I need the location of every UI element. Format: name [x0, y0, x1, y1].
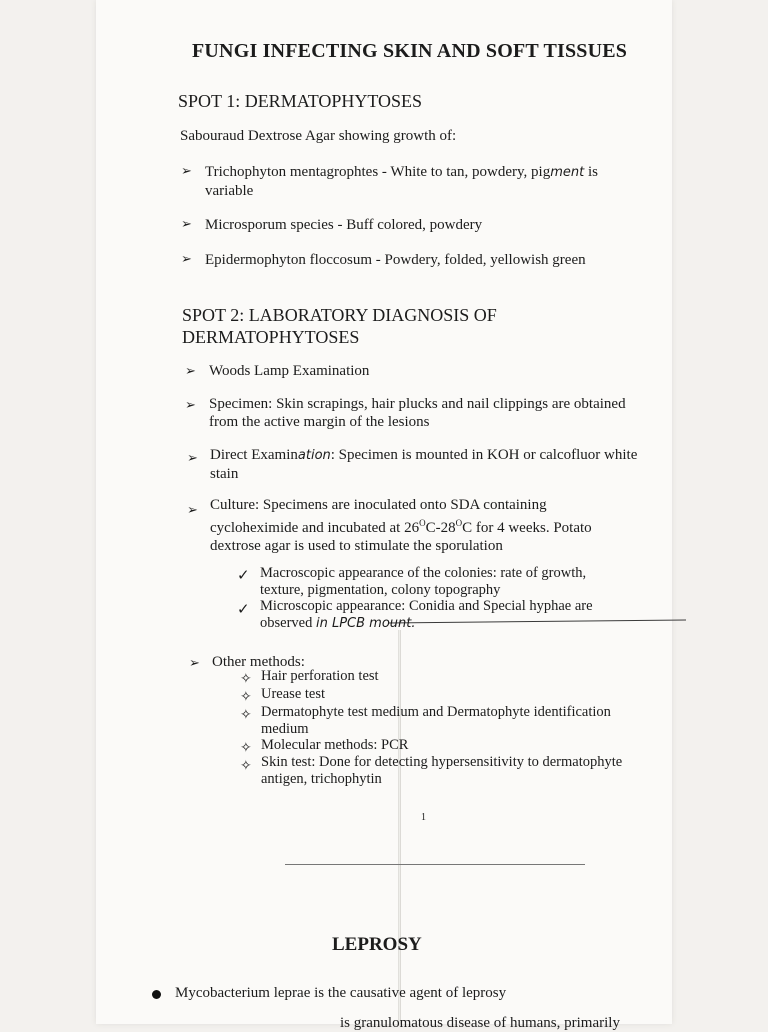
list-item: Epidermophyton floccosum - Powdery, folded, yellowish green — [205, 252, 586, 268]
list-item: Microscopic appearance: Conidia and Special hyphae are observed in LPCB mount. — [260, 598, 593, 631]
arrow-bullet-icon: ➢ — [185, 363, 196, 378]
arrow-bullet-icon: ➢ — [181, 251, 192, 266]
spot1-intro: Sabouraud Dextrose Agar showing growth of: — [180, 128, 457, 144]
list-item: Macroscopic appearance of the colonies: rate of growth, texture, pigmentation, colony topography — [260, 565, 587, 598]
diamond-bullet-icon: ✧ — [240, 708, 252, 723]
list-item: Trichophyton mentagrophtes - White to tan, powdery, pigment is variable — [205, 164, 598, 199]
diamond-bullet-icon: ✧ — [240, 672, 252, 687]
list-item: Hair perforation test — [261, 668, 379, 684]
list-item: Molecular methods: PCR — [261, 737, 409, 753]
list-item: Dermatophyte test medium and Dermatophyte identification medium — [261, 704, 611, 737]
list-item: Microsporum species - Buff colored, powdery — [205, 217, 483, 233]
page-title: FUNGI INFECTING SKIN AND SOFT TISSUES — [192, 40, 628, 62]
list-item: Mycobacterium leprae is the causative agent of leprosy — [175, 985, 507, 1001]
arrow-bullet-icon: ➢ — [187, 450, 198, 465]
arrow-bullet-icon: ➢ — [187, 502, 198, 517]
list-item: Urease test — [261, 686, 326, 702]
diamond-bullet-icon: ✧ — [240, 741, 252, 756]
arrow-bullet-icon: ➢ — [189, 655, 200, 670]
arrow-bullet-icon: ➢ — [185, 397, 196, 412]
spot1-heading: SPOT 1: DERMATOPHYTOSES — [178, 91, 423, 111]
bullet-dot-icon — [152, 990, 161, 999]
page-number: 1 — [421, 812, 426, 823]
check-icon: ✓ — [237, 568, 250, 584]
other-methods-heading: Other methods: — [212, 654, 305, 670]
leprosy-title: LEPROSY — [332, 934, 422, 955]
list-item: Skin test: Done for detecting hypersensitivity to dermatophyte antigen, trichophytin — [261, 754, 623, 787]
diamond-bullet-icon: ✧ — [240, 759, 252, 774]
spot2-heading: SPOT 2: LABORATORY DIAGNOSIS OF DERMATOPHYTOSES — [182, 305, 497, 347]
list-item: Direct Examination: Specimen is mounted in KOH or calcofluor white stain — [210, 447, 638, 482]
list-item: Woods Lamp Examination — [209, 363, 370, 379]
check-icon: ✓ — [237, 602, 250, 618]
list-item-partial: is granulomatous disease of humans, primarily — [340, 1015, 620, 1031]
list-item: Specimen: Skin scrapings, hair plucks and nail clippings are obtained from the active margin of the lesions — [209, 396, 626, 430]
arrow-bullet-icon: ➢ — [181, 216, 192, 231]
arrow-bullet-icon: ➢ — [181, 163, 192, 178]
diamond-bullet-icon: ✧ — [240, 690, 252, 705]
paper-edge-line — [285, 864, 585, 865]
list-item: Culture: Specimens are inoculated onto SDA containing cycloheximide and incubated at $26^OC-28^OC$ for 4 weeks. Potato dextrose agar is used to stimulate the sporulation — [210, 497, 592, 554]
